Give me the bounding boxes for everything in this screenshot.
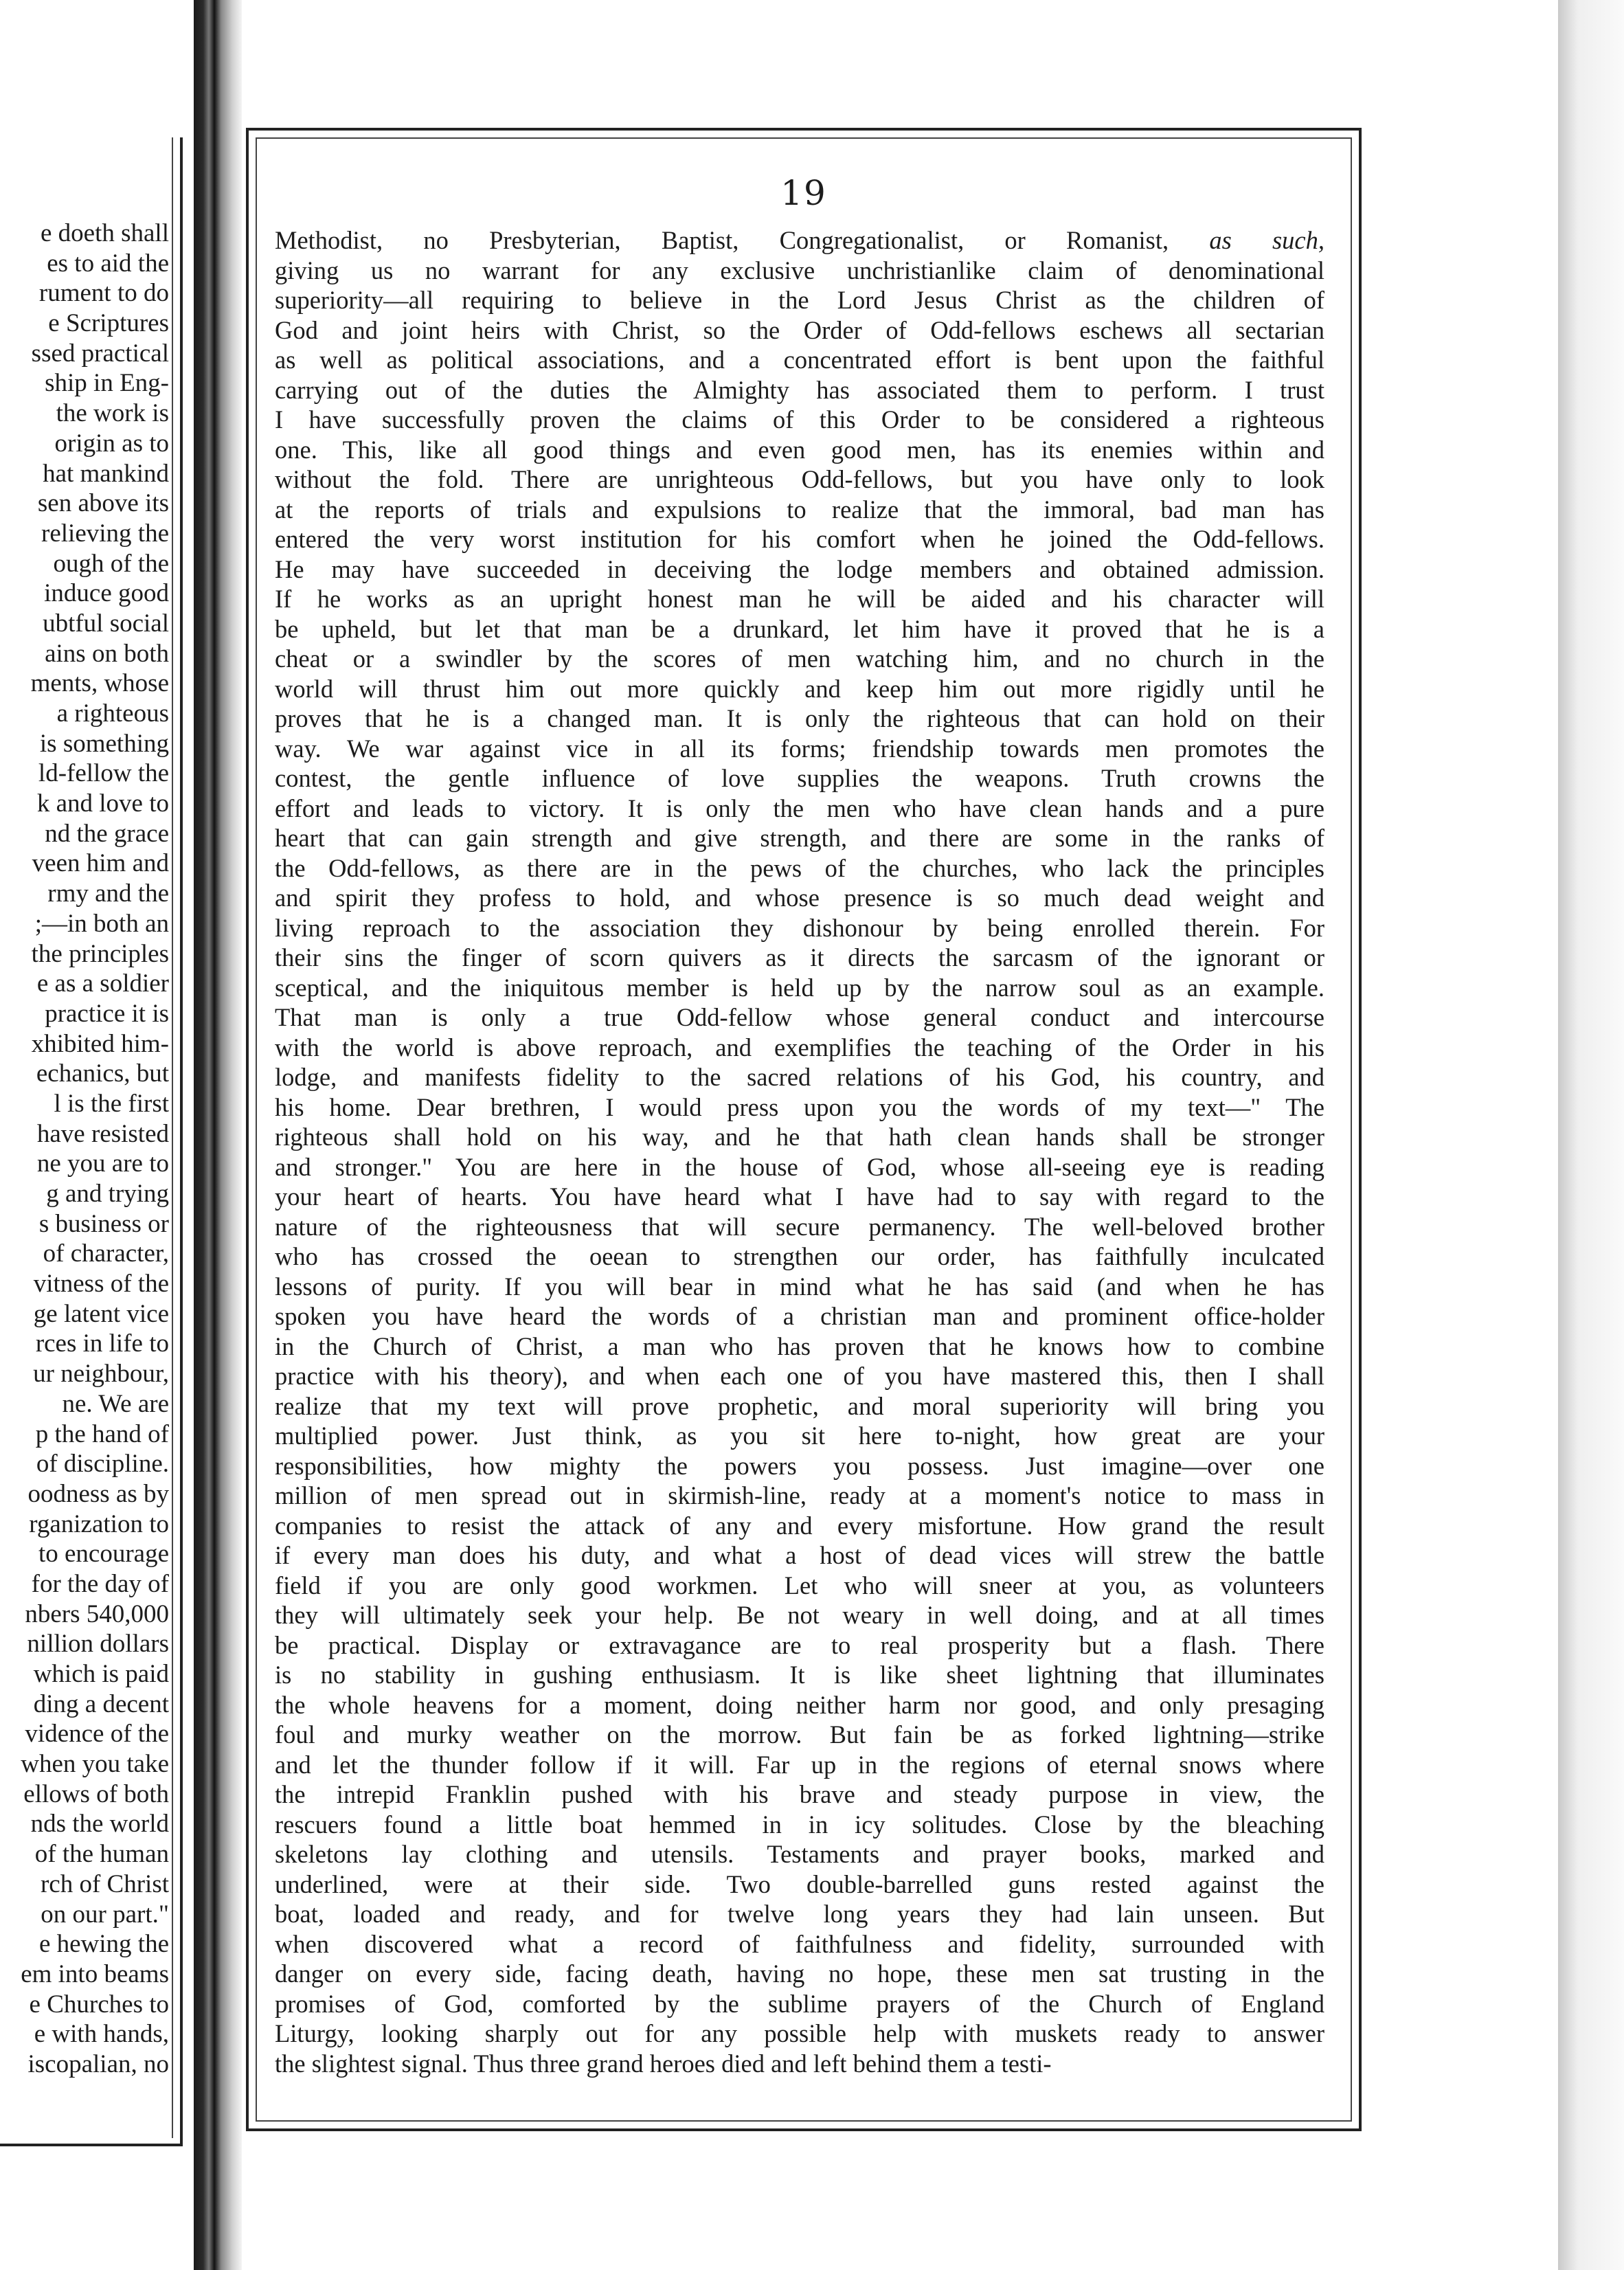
text-line: your heart of hearts. You have heard what I have had to say with regard to the: [275, 1182, 1324, 1211]
text-line: their sins the finger of scorn quivers as it directs the sarcasm of the ignorant or: [275, 943, 1324, 971]
text-line: the slightest signal. Thus three grand heroes died and left behind them a testi-: [275, 2049, 1052, 2078]
italic-phrase: as such,: [1209, 226, 1324, 254]
text-line: in the Church of Christ, a man who has proven that he knows how to combine: [275, 1331, 1324, 1360]
text-line: nature of the righteousness that will secure permanency. The well-beloved brother: [275, 1212, 1324, 1241]
previous-page-line: ains on both: [45, 639, 169, 668]
text-line: lodge, and manifests fidelity to the sacred relations of his God, his country, and: [275, 1063, 1324, 1091]
page-border: [246, 128, 1362, 2131]
text-line: and spirit they profess to hold, and whose presence is so much dead weight and: [275, 884, 1324, 912]
previous-page-line: have resisted: [36, 1119, 169, 1148]
text-line: promises of God, comforted by the sublime prayers of the Church of England: [275, 1989, 1324, 2018]
previous-page-line: em into beams: [21, 1959, 169, 1988]
text-line: Methodist, no Presbyterian, Baptist, Congregationalist, or Romanist, as such,: [275, 226, 1324, 254]
text-line: lessons of purity. If you will bear in mind what he has said (and when he has: [275, 1272, 1324, 1301]
text-line: million of men spread out in skirmish-line, ready at a moment's notice to mass in: [275, 1481, 1324, 1509]
previous-page-line: e doeth shall: [40, 219, 169, 247]
previous-page-line: iscopalian, no: [27, 2049, 169, 2078]
previous-page-line: rganization to: [29, 1509, 169, 1538]
previous-page-line: ne you are to: [36, 1149, 169, 1178]
text-line: righteous shall hold on his way, and he that hath clean hands shall be stronger: [275, 1123, 1324, 1151]
previous-page-text: [0, 218, 169, 2080]
body-text: [275, 225, 1324, 2078]
text-line: God and joint heirs with Christ, so the Order of Odd-fellows eschews all sectarian: [275, 315, 1324, 344]
previous-page-line: of discipline.: [36, 1450, 169, 1479]
text-line: and let the thunder follow if it will. Far up in the regions of eternal snows where: [275, 1750, 1324, 1779]
previous-page-line: ge latent vice: [33, 1299, 169, 1328]
previous-page-line: xhibited him-: [31, 1029, 169, 1058]
previous-page-line: p the hand of: [35, 1419, 169, 1448]
text-line: He may have succeeded in deceiving the lodge members and obtained admission.: [275, 554, 1324, 583]
text-line: be practical. Display or extravagance are to real prosperity but a flash. There: [275, 1630, 1324, 1659]
previous-page-line: ubtful social: [43, 609, 169, 638]
text-line: be upheld, but let that man be a drunkard, let him have it proved that he is a: [275, 614, 1324, 643]
text-line: superiority—all requiring to believe in the Lord Jesus Christ as the children of: [275, 286, 1324, 314]
previous-page-line: g and trying: [46, 1180, 169, 1208]
text-line: the Odd-fellows, as there are in the pews of the churches, who lack the principles: [275, 853, 1324, 882]
text-line: heart that can gain strength and give strength, and there are some in the ranks of: [275, 824, 1324, 852]
previous-page-line: e as a soldier: [36, 969, 169, 998]
text-line: without the fold. There are unrighteous Odd-fellows, but you have only to look: [275, 465, 1324, 493]
text-line: world will thrust him out more quickly and keep him out more rigidly until he: [275, 674, 1324, 703]
previous-page-line: ur neighbour,: [33, 1360, 169, 1389]
text-line: who has crossed the oeean to strengthen our order, has faithfully inculcated: [275, 1242, 1324, 1270]
text-line: cheat or a swindler by the scores of men watching him, and no church in the: [275, 644, 1324, 673]
text-line: they will ultimately seek your help. Be not weary in well doing, and at all times: [275, 1601, 1324, 1629]
previous-page-line: l is the first: [54, 1089, 169, 1118]
text-line: way. We war against vice in all its forms; friendship towards men promotes the: [275, 734, 1324, 763]
previous-page-line: nbers 540,000: [25, 1599, 169, 1628]
text-line: and stronger." You are here in the house of God, whose all-seeing eye is reading: [275, 1152, 1324, 1181]
previous-page-line: vitness of the: [33, 1270, 169, 1299]
previous-page-line: induce good: [44, 579, 169, 608]
previous-page-line: es to aid the: [47, 249, 169, 278]
previous-page-line: ough of the: [53, 549, 169, 578]
previous-page-line: hat mankind: [43, 459, 169, 488]
text-line: the intrepid Franklin pushed with his brave and steady purpose in view, the: [275, 1780, 1324, 1808]
text-line: effort and leads to victory. It is only the men who have clean hands and a pure: [275, 794, 1324, 822]
page-edge: [1558, 0, 1624, 2270]
previous-page-line: the work is: [56, 399, 169, 428]
previous-page-line: sen above its: [37, 489, 169, 518]
previous-page-line: echanics, but: [36, 1059, 169, 1088]
text-line: rescuers found a little boat hemmed in in icy solitudes. Close by the bleaching: [275, 1810, 1324, 1839]
text-line: underlined, were at their side. Two double-barrelled guns rested against the: [275, 1869, 1324, 1898]
text-line: spoken you have heard the words of a christian man and prominent office-holder: [275, 1302, 1324, 1330]
previous-page-line: rmy and the: [47, 879, 169, 908]
text-line: one. This, like all good things and even good men, has its enemies within and: [275, 435, 1324, 464]
previous-page-line: e with hands,: [34, 2020, 169, 2049]
previous-page-line: ;—in both an: [34, 909, 169, 938]
text-line: with the world is above reproach, and exemplifies the teaching of the Order in his: [275, 1033, 1324, 1061]
text-line: skeletons lay clothing and utensils. Testaments and prayer books, marked and: [275, 1840, 1324, 1868]
text-line: foul and murky weather on the morrow. But fain be as forked lightning—strike: [275, 1720, 1324, 1749]
text-line: contest, the gentle influence of love supplies the weapons. Truth crowns the: [275, 764, 1324, 792]
previous-page-line: k and love to: [36, 789, 169, 818]
text-line: when discovered what a record of faithfulness and fidelity, surrounded with: [275, 1929, 1324, 1958]
text-line: I have successfully proven the claims of this Order to be considered a righteous: [275, 405, 1324, 434]
text-line: proves that he is a changed man. It is only the righteous that can hold on their: [275, 704, 1324, 732]
previous-page-line: ding a decent: [33, 1689, 169, 1718]
text-line: companies to resist the attack of any and every misfortune. How grand the result: [275, 1511, 1324, 1540]
previous-page-line: relieving the: [41, 519, 169, 548]
text-line: responsibilities, how mighty the powers you possess. Just imagine—over one: [275, 1451, 1324, 1480]
text-line: That man is only a true Odd-fellow whose general conduct and intercourse: [275, 1003, 1324, 1031]
text-line: Liturgy, looking sharply out for any possible help with muskets ready to answer: [275, 2019, 1324, 2047]
previous-page-line: origin as to: [54, 429, 169, 458]
text-line: If he works as an upright honest man he will be aided and his character will: [275, 585, 1324, 613]
previous-page-line: ssed practical: [31, 339, 169, 368]
previous-page-line: of the human: [34, 1840, 169, 1869]
previous-page-line: vidence of the: [25, 1720, 169, 1749]
text-line: if every man does his duty, and what a host of dead vices will strew the battle: [275, 1541, 1324, 1569]
previous-page-line: is something: [39, 729, 169, 758]
text-line: carrying out of the duties the Almighty has associated them to perform. I trust: [275, 375, 1324, 404]
text-line: the whole heavens for a moment, doing neither harm nor good, and only presaging: [275, 1690, 1324, 1719]
previous-page-line: on our part.": [41, 1900, 169, 1929]
previous-page-line: e hewing the: [38, 1930, 169, 1959]
previous-page-line: ments, whose: [30, 669, 169, 698]
text-line: living reproach to the association they dishonour by being enrolled therein. For: [275, 913, 1324, 942]
previous-page-line: oodness as by: [27, 1479, 169, 1508]
text-line: realize that my text will prove prophetic, and moral superiority will bring you: [275, 1391, 1324, 1420]
text-line: giving us no warrant for any exclusive unchristianlike claim of denominational: [275, 256, 1324, 284]
text-line: at the reports of trials and expulsions to realize that the immoral, bad man has: [275, 495, 1324, 524]
previous-page-line: s business or: [38, 1209, 169, 1238]
text-line: is no stability in gushing enthusiasm. It is like sheet lightning that illuminates: [275, 1661, 1324, 1689]
previous-page-line: practice it is: [45, 999, 169, 1028]
previous-page-line: nillion dollars: [27, 1630, 169, 1659]
text-line: multiplied power. Just think, as you sit here to-night, how great are your: [275, 1421, 1324, 1450]
previous-page-line: to encourage: [38, 1540, 169, 1569]
text-line: as well as political associations, and a concentrated effort is bent upon the faithful: [275, 346, 1324, 374]
text-line: boat, loaded and ready, and for twelve long years they had lain unseen. But: [275, 1900, 1324, 1928]
previous-page-fragment: [0, 0, 194, 2270]
text-line: his home. Dear brethren, I would press upon you the words of my text—" The: [275, 1092, 1324, 1121]
previous-page-line: a righteous: [56, 699, 169, 728]
previous-page-line: for the day of: [31, 1569, 169, 1598]
book-gutter-shadow: [194, 0, 242, 2270]
previous-page-line: which is paid: [33, 1660, 169, 1688]
previous-page-line: ld-fellow the: [38, 759, 169, 788]
previous-page-line: veen him and: [32, 849, 169, 878]
previous-page-line: the principles: [31, 939, 169, 968]
previous-page-line: ellows of both: [23, 1779, 169, 1808]
previous-page-line: when you take: [21, 1750, 169, 1779]
previous-page-line: ne. We are: [62, 1389, 169, 1418]
previous-page-line: rument to do: [38, 279, 169, 308]
previous-page-line: rces in life to: [35, 1329, 169, 1358]
text-line: practice with his theory), and when each one of you have mastered this, then I shall: [275, 1362, 1324, 1390]
page-number: 19: [780, 173, 827, 213]
text-line: danger on every side, facing death, having no hope, these men sat trusting in the: [275, 1959, 1324, 1988]
previous-page-line: nd the grace: [45, 819, 169, 848]
previous-page-line: of character,: [43, 1239, 169, 1268]
previous-page-line: ship in Eng-: [45, 369, 169, 398]
previous-page-line: e Scriptures: [48, 309, 169, 338]
previous-page-line: e Churches to: [29, 1990, 169, 2019]
previous-page-line: rch of Christ: [40, 1869, 169, 1898]
previous-page-line: nds the world: [30, 1810, 169, 1839]
text-line: entered the very worst institution for his comfort when he joined the Odd-fellows.: [275, 525, 1324, 553]
text-line: field if you are only good workmen. Let who will sneer at you, as volunteers: [275, 1571, 1324, 1599]
text-line: sceptical, and the iniquitous member is held up by the narrow soul as an example.: [275, 973, 1324, 1002]
